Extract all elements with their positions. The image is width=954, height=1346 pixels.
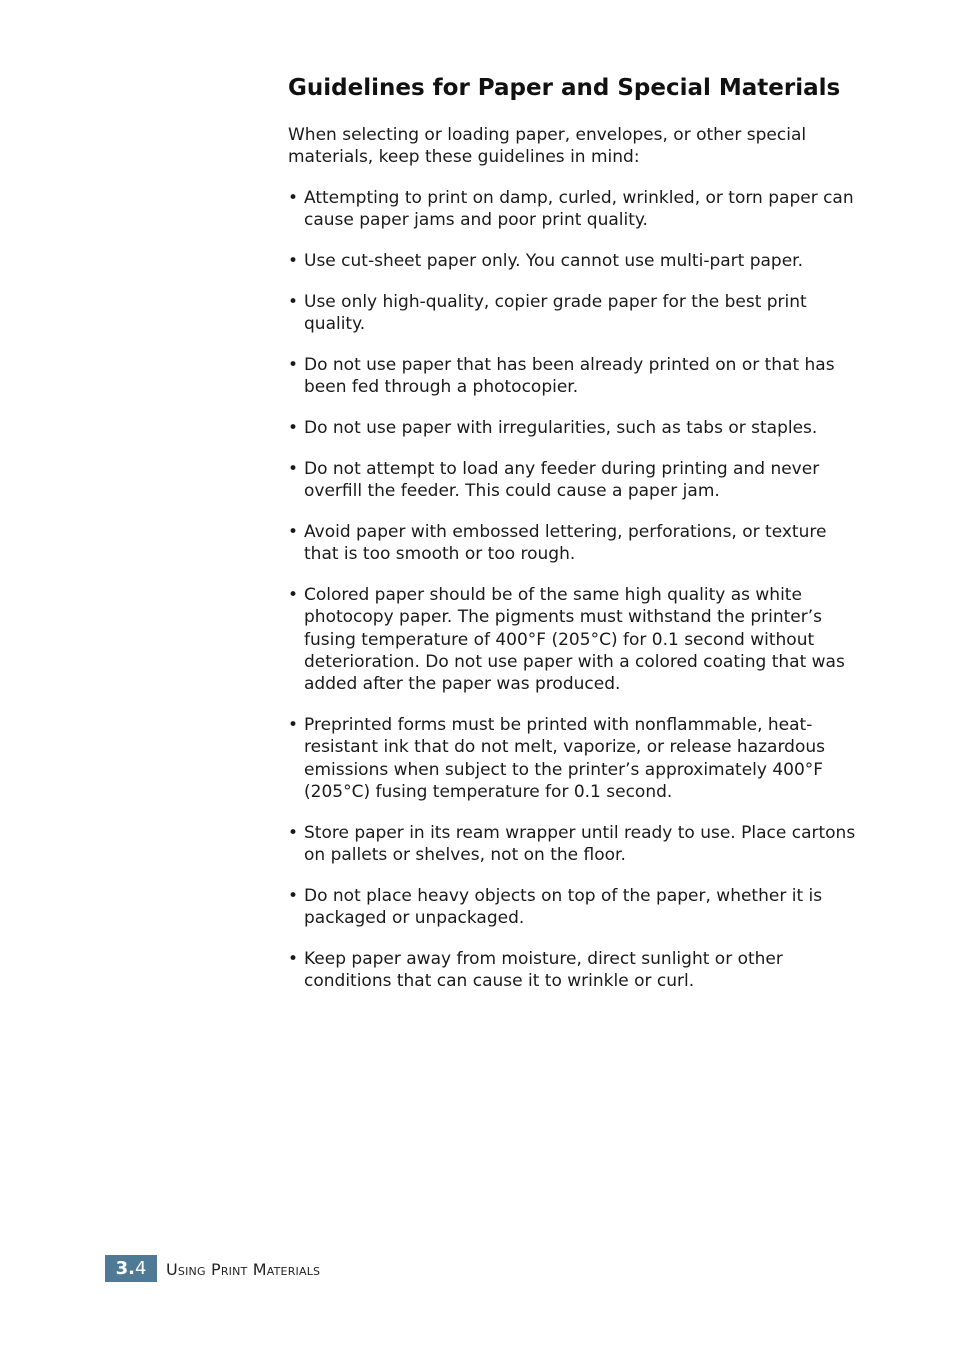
list-item — [288, 291, 858, 336]
list-item-text: Store paper in its ream wrapper until ready to use. Place cartons on pallets or shelves, not on the floor. — [304, 822, 856, 866]
list-item-text: Attempting to print on damp, curled, wrinkled, or torn paper can cause paper jams and poor print quality. — [304, 188, 854, 231]
list-item-text: Do not attempt to load any feeder during printing and never overfill the feeder. This could cause a paper jam. — [304, 458, 820, 502]
bullet-icon: • — [288, 521, 299, 542]
list-item-text: Colored paper should be of the same high quality as white photocopy paper. The pigments must withstand the printer’s fusing temperature of 400°F (205°C) for 0.1 second without deterioration. Do not use paper with a colored coating that was added after the paper was produced. — [304, 585, 845, 695]
bullet-icon: • — [288, 822, 299, 843]
list-item-text: Do not use paper with irregularities, such as tabs or staples. — [304, 418, 818, 439]
section-title: Using Print Materials — [166, 1260, 321, 1279]
page-number-badge — [105, 1255, 157, 1282]
list-item-text: Do not use paper that has been already printed on or that has been fed through a photocopier. — [304, 354, 835, 398]
list-item — [288, 885, 858, 930]
main-content — [288, 72, 858, 1011]
page-number: 4 — [134, 1258, 147, 1279]
list-item — [288, 714, 858, 803]
bullet-icon: • — [288, 948, 299, 969]
bullet-icon: • — [288, 188, 299, 208]
bullet-icon: • — [288, 354, 299, 375]
list-item-text: Avoid paper with embossed lettering, perforations, or texture that is too smooth or too rough. — [304, 521, 827, 565]
list-item-text: Preprinted forms must be printed with nonflammable, heat-resistant ink that do not melt, vaporize, or release hazardous emissions when subject to the printer’s approximately 400°F (205°C) fusing temperature for 0.1 second. — [304, 715, 825, 802]
list-item — [288, 417, 858, 439]
list-item-text: Use cut-sheet paper only. You cannot use multi-part paper. — [304, 251, 804, 272]
page-footer — [105, 1255, 320, 1282]
list-item — [288, 584, 858, 695]
list-item-text: Use only high-quality, copier grade paper for the best print quality. — [304, 291, 807, 335]
bullet-icon: • — [288, 585, 299, 606]
list-item — [288, 354, 858, 399]
list-item — [288, 521, 858, 566]
bullet-icon: • — [288, 885, 299, 906]
list-item — [288, 458, 858, 503]
list-item-text: Do not place heavy objects on top of the paper, whether it is packaged or unpackaged. — [304, 885, 823, 929]
list-item — [288, 822, 858, 867]
bullet-icon: • — [288, 251, 299, 272]
page-title: Guidelines for Paper and Special Materials — [288, 75, 841, 101]
intro-paragraph: When selecting or loading paper, envelopes, or other special materials, keep these guidelines in mind: — [288, 125, 807, 167]
guidelines-list — [288, 187, 858, 993]
list-item — [288, 948, 858, 993]
chapter-number: 3. — [115, 1258, 135, 1279]
list-item — [288, 187, 858, 232]
bullet-icon: • — [288, 418, 299, 439]
list-item-text: Keep paper away from moisture, direct sunlight or other conditions that can cause it to wrinkle or curl. — [304, 948, 783, 992]
bullet-icon: • — [288, 458, 299, 479]
bullet-icon: • — [288, 291, 299, 312]
bullet-icon: • — [288, 715, 299, 736]
list-item — [288, 250, 858, 272]
